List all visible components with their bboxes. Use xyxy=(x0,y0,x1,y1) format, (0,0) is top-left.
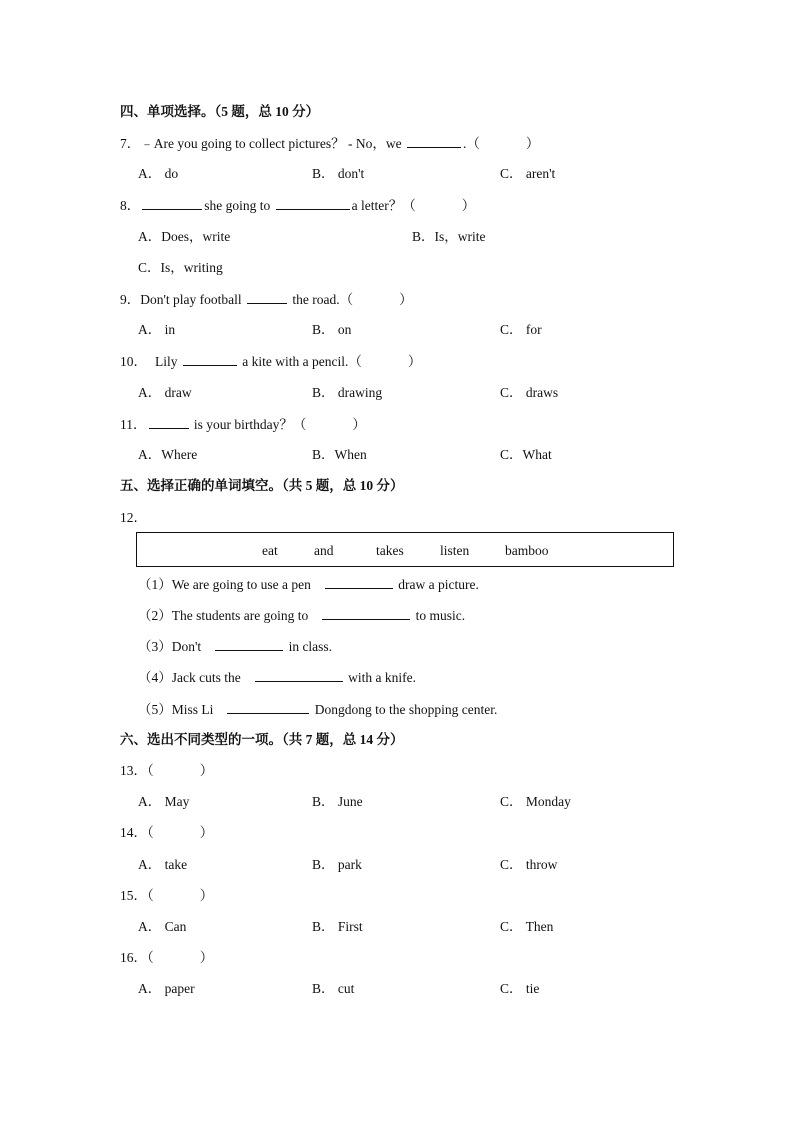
question-number: 7． xyxy=(120,136,141,151)
option-b[interactable]: B． park xyxy=(312,857,362,872)
question-text: ﹣Are you going to collect pictures？ - No，we xyxy=(140,136,405,151)
option-a[interactable]: A． May xyxy=(138,794,190,809)
section-6-heading: 六、选出不同类型的一项。（共 7 题，总 14 分） xyxy=(120,732,404,747)
option-a[interactable]: A． Can xyxy=(138,919,187,934)
fill-item-2: （2）The students are going to to music. xyxy=(138,605,465,625)
option-a[interactable]: A． draw xyxy=(138,385,192,400)
question-8: 8． she going to a letter？（ ） xyxy=(120,195,475,215)
section-5-heading: 五、选择正确的单词填空。（共 5 题，总 10 分） xyxy=(120,478,404,493)
option-b[interactable]: B． June xyxy=(312,794,363,809)
option-c[interactable]: C． draws xyxy=(500,385,559,400)
answer-blank[interactable] xyxy=(149,414,189,429)
option-a[interactable]: A． paper xyxy=(138,981,195,996)
option-a[interactable]: A．Where xyxy=(138,447,198,462)
option-c[interactable]: C．What xyxy=(500,447,552,462)
answer-blank[interactable] xyxy=(276,195,350,210)
answer-blank[interactable] xyxy=(227,699,309,714)
word-bank-item: takes xyxy=(376,543,404,558)
question-13: 13．（ ） xyxy=(120,763,214,778)
answer-blank[interactable] xyxy=(215,636,283,651)
question-12-number: 12． xyxy=(120,510,147,525)
option-c[interactable]: C． throw xyxy=(500,857,558,872)
option-b[interactable]: B． drawing xyxy=(312,385,383,400)
answer-blank[interactable] xyxy=(255,667,343,682)
option-a[interactable]: A． in xyxy=(138,322,176,337)
option-c[interactable]: C．Is，writing xyxy=(138,260,223,275)
option-b[interactable]: B．When xyxy=(312,447,367,462)
question-number: 8． xyxy=(120,198,141,213)
fill-item-4: （4）Jack cuts the with a knife. xyxy=(138,667,416,687)
answer-blank[interactable] xyxy=(407,133,461,148)
question-number: 11． xyxy=(120,417,147,432)
answer-blank[interactable] xyxy=(325,574,393,589)
word-bank-item: listen xyxy=(440,543,470,558)
option-a[interactable]: A．Does，write xyxy=(138,229,231,244)
section-4-heading: 四、单项选择。（5 题，总 10 分） xyxy=(120,104,320,119)
question-10: 10． Lily a kite with a pencil.（ ） xyxy=(120,351,421,371)
option-b[interactable]: B．Is，write xyxy=(412,229,486,244)
word-bank-item: and xyxy=(314,543,334,558)
question-15: 15．（ ） xyxy=(120,888,214,903)
option-b[interactable]: B． First xyxy=(312,919,363,934)
question-text: Lily xyxy=(155,354,181,369)
answer-blank[interactable] xyxy=(322,605,410,620)
question-11: 11． is your birthday？（ ） xyxy=(120,414,366,434)
answer-blank[interactable] xyxy=(247,289,287,304)
option-b[interactable]: B． on xyxy=(312,322,352,337)
question-number: 9． xyxy=(120,292,141,307)
option-c[interactable]: C． tie xyxy=(500,981,540,996)
question-text: she going to xyxy=(204,198,274,213)
fill-item-5: （5）Miss Li Dongdong to the shopping center. xyxy=(138,699,497,719)
word-bank-box xyxy=(136,532,674,567)
question-16: 16．（ ） xyxy=(120,950,214,965)
fill-item-1: （1）We are going to use a pen draw a picture. xyxy=(138,574,479,594)
option-b[interactable]: B． cut xyxy=(312,981,355,996)
fill-item-3: （3）Don't in class. xyxy=(138,636,332,656)
option-c[interactable]: C． for xyxy=(500,322,542,337)
question-7: 7．﹣Are you going to collect pictures？ - No，we .（ ） xyxy=(120,133,539,153)
question-text: is your birthday？（ xyxy=(190,417,307,432)
answer-blank[interactable] xyxy=(183,351,237,366)
option-c[interactable]: C． aren't xyxy=(500,166,556,181)
option-b[interactable]: B． don't xyxy=(312,166,365,181)
option-c[interactable]: C． Then xyxy=(500,919,554,934)
answer-blank[interactable] xyxy=(142,195,202,210)
option-a[interactable]: A． take xyxy=(138,857,188,872)
question-number: 10． xyxy=(120,354,147,369)
question-text: Don't play football xyxy=(140,292,246,307)
option-a[interactable]: A． do xyxy=(138,166,179,181)
question-9: 9．Don't play football the road.（ ） xyxy=(120,289,413,309)
word-bank-item: bamboo xyxy=(505,543,549,558)
question-14: 14．（ ） xyxy=(120,825,214,840)
word-bank-item: eat xyxy=(262,543,278,558)
option-c[interactable]: C． Monday xyxy=(500,794,571,809)
